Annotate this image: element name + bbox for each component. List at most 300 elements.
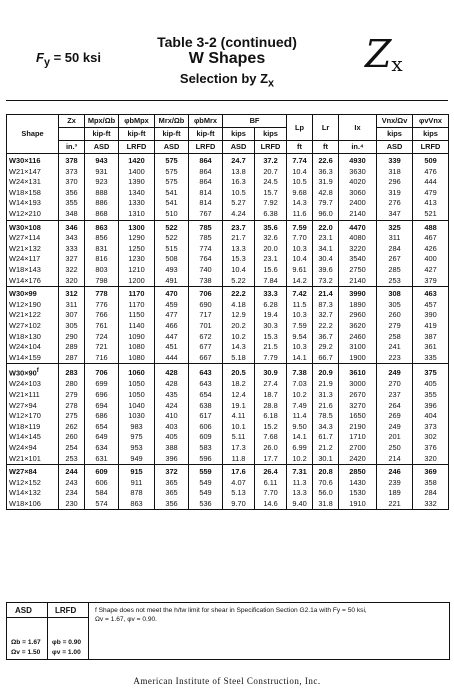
cell-vnx-lrfd: 509 [413, 154, 449, 167]
cell-vnx-lrfd: 355 [413, 390, 449, 401]
shape-name: W21×132 [9, 243, 41, 253]
cell-shape [7, 254, 59, 265]
cell-lp: 9.61 [287, 265, 313, 276]
cell-ix: 2190 [339, 422, 377, 433]
cell-mrx-lrfd: 583 [189, 443, 223, 454]
cell-vnx-lrfd: 302 [413, 432, 449, 443]
cell-mpx-lrfd: 1400 [119, 167, 155, 178]
cell-bf-lrfd: 35.6 [255, 220, 287, 233]
fy-subscript: y [43, 56, 50, 69]
cell-vnx-asd: 279 [377, 321, 413, 332]
cell-mpx-asd: 888 [85, 188, 119, 199]
table-number: Table 3-2 (continued) [157, 34, 297, 50]
method-asd-4: ASD [377, 141, 413, 154]
cell-vnx-lrfd: 400 [413, 254, 449, 265]
cell-shape [7, 300, 59, 311]
cell-lr: 22.2 [313, 321, 339, 332]
cell-shape [7, 364, 59, 380]
phi-v: φv = 1.00 [52, 649, 81, 656]
cell-lr: 73.2 [313, 276, 339, 287]
cell-vnx-lrfd: 521 [413, 209, 449, 220]
col-mpx-asd: Mpx/Ωb [85, 115, 119, 128]
cell-bf-asd: 12.4 [223, 390, 255, 401]
cell-mrx-lrfd: 814 [189, 188, 223, 199]
cell-mpx-lrfd: 915 [119, 465, 155, 478]
cell-vnx-lrfd: 444 [413, 177, 449, 188]
cell-bf-asd: 10.2 [223, 332, 255, 343]
cell-mpx-asd: 649 [85, 432, 119, 443]
cell-bf-asd: 5.18 [223, 353, 255, 364]
cell-vnx-lrfd: 488 [413, 220, 449, 233]
cell-mpx-lrfd: 1050 [119, 379, 155, 390]
cell-mpx-lrfd: 1420 [119, 154, 155, 167]
cell-lr: 20.9 [313, 364, 339, 380]
cell-mpx-asd: 699 [85, 379, 119, 390]
shape-name: W30×99 [9, 289, 37, 299]
corner-zx-symbol [365, 32, 403, 76]
cell-lp: 10.2 [287, 454, 313, 465]
cell-shape [7, 390, 59, 401]
cell-lp: 14.1 [287, 353, 313, 364]
cell-shape [7, 233, 59, 244]
cell-mpx-asd: 634 [85, 443, 119, 454]
cell-lr: 31.8 [313, 499, 339, 510]
table-row [7, 401, 449, 412]
col-vnx-asd: Vnx/Ωv [377, 115, 413, 128]
cell-zx: 280 [59, 379, 85, 390]
cell-mpx-asd: 654 [85, 422, 119, 433]
cell-vnx-asd: 260 [377, 310, 413, 321]
cell-bf-asd: 22.2 [223, 287, 255, 300]
shape-name: W24×94 [9, 442, 37, 452]
unit-kips-2: kips [255, 128, 287, 141]
cell-shape [7, 321, 59, 332]
cell-bf-asd: 24.7 [223, 154, 255, 167]
cell-mrx-asd: 522 [155, 233, 189, 244]
table-row [7, 411, 449, 422]
header-row-3 [7, 141, 449, 154]
cell-zx: 346 [59, 220, 85, 233]
cell-mpx-asd: 631 [85, 454, 119, 465]
unit-kips-1: kips [223, 128, 255, 141]
cell-mpx-asd: 798 [85, 276, 119, 287]
table-row [7, 364, 449, 380]
cell-mrx-lrfd: 864 [189, 177, 223, 188]
cell-lr: 78.5 [313, 411, 339, 422]
cell-mrx-asd: 477 [155, 310, 189, 321]
cell-zx: 283 [59, 364, 85, 380]
cell-mrx-asd: 405 [155, 432, 189, 443]
cell-ix: 2670 [339, 390, 377, 401]
cell-lr: 61.7 [313, 432, 339, 443]
cell-lp: 7.74 [287, 154, 313, 167]
cell-mpx-lrfd: 1300 [119, 220, 155, 233]
cell-mrx-lrfd: 785 [189, 220, 223, 233]
table-row [7, 443, 449, 454]
cell-lp: 7.59 [287, 321, 313, 332]
unit-kipft-1: kip-ft [85, 128, 119, 141]
cell-vnx-lrfd: 404 [413, 411, 449, 422]
cell-mrx-lrfd: 677 [189, 342, 223, 353]
cell-mrx-asd: 575 [155, 154, 189, 167]
cell-lp: 7.59 [287, 220, 313, 233]
cell-vnx-asd: 237 [377, 390, 413, 401]
cell-mrx-lrfd: 606 [189, 422, 223, 433]
cell-vnx-lrfd: 405 [413, 379, 449, 390]
shape-name: W27×84 [9, 467, 37, 477]
cell-mrx-lrfd: 536 [189, 499, 223, 510]
cell-bf-lrfd: 24.5 [255, 177, 287, 188]
cell-ix: 3540 [339, 254, 377, 265]
table-row [7, 220, 449, 233]
cell-vnx-lrfd: 284 [413, 488, 449, 499]
cell-bf-asd: 4.18 [223, 300, 255, 311]
method-lrfd-1: LRFD [119, 141, 155, 154]
fy-value: = 50 ksi [49, 50, 101, 65]
cell-mrx-lrfd: 667 [189, 353, 223, 364]
cell-lp: 11.5 [287, 300, 313, 311]
shape-name: W30×108 [9, 222, 41, 232]
publisher-footer: American Institute of Steel Construction, Inc. [133, 676, 321, 686]
cell-zx: 230 [59, 499, 85, 510]
cell-mpx-asd: 694 [85, 401, 119, 412]
cell-vnx-lrfd: 476 [413, 167, 449, 178]
cell-mpx-lrfd: 1310 [119, 209, 155, 220]
cell-lr: 36.7 [313, 332, 339, 343]
cell-mrx-asd: 424 [155, 401, 189, 412]
cell-mpx-lrfd: 1090 [119, 332, 155, 343]
phi-b: φb = 0.90 [52, 639, 82, 646]
cell-lr: 20.8 [313, 465, 339, 478]
shape-name: W14×193 [9, 198, 41, 208]
footnote-block [6, 602, 450, 660]
cell-vnx-lrfd: 396 [413, 401, 449, 412]
cell-bf-lrfd: 15.6 [255, 265, 287, 276]
cell-mpx-asd: 943 [85, 154, 119, 167]
cell-bf-lrfd: 15.3 [255, 332, 287, 343]
cell-shape [7, 198, 59, 209]
fy-symbol: F [36, 50, 44, 65]
table-row [7, 390, 449, 401]
cell-shape [7, 411, 59, 422]
table-row [7, 342, 449, 353]
shape-name: W18×119 [9, 421, 41, 431]
shape-name: W18×143 [9, 264, 41, 274]
method-asd-1: ASD [85, 141, 119, 154]
cell-mpx-lrfd: 1080 [119, 353, 155, 364]
table-row [7, 276, 449, 287]
cell-bf-lrfd: 26.0 [255, 443, 287, 454]
cell-lr: 79.7 [313, 198, 339, 209]
col-bf: BF [223, 115, 287, 128]
cell-bf-lrfd: 7.79 [255, 353, 287, 364]
cell-lr: 87.3 [313, 300, 339, 311]
cell-vnx-asd: 214 [377, 454, 413, 465]
cell-zx: 234 [59, 488, 85, 499]
cell-zx: 322 [59, 265, 85, 276]
cell-bf-asd: 16.3 [223, 177, 255, 188]
col-mrx-asd: Mrx/Ωb [155, 115, 189, 128]
cell-mrx-lrfd: 643 [189, 364, 223, 380]
cell-lp: 11.4 [287, 411, 313, 422]
cell-zx: 370 [59, 177, 85, 188]
cell-vnx-lrfd: 335 [413, 353, 449, 364]
cell-ix: 3270 [339, 401, 377, 412]
cell-shape [7, 276, 59, 287]
cell-shape [7, 443, 59, 454]
cell-mpx-lrfd: 863 [119, 499, 155, 510]
cell-mpx-lrfd: 1050 [119, 390, 155, 401]
cell-vnx-asd: 276 [377, 198, 413, 209]
shape-name: W12×210 [9, 208, 41, 218]
cell-bf-asd: 11.8 [223, 454, 255, 465]
cell-bf-asd: 23.7 [223, 220, 255, 233]
cell-ix: 4020 [339, 177, 377, 188]
cell-mpx-lrfd: 1170 [119, 287, 155, 300]
omega-b: Ωb = 1.67 [11, 639, 41, 646]
cell-mpx-asd: 766 [85, 310, 119, 321]
shape-name: W30×90 [9, 368, 37, 378]
cell-bf-asd: 9.70 [223, 499, 255, 510]
cell-mrx-asd: 372 [155, 465, 189, 478]
cell-mpx-lrfd: 1290 [119, 233, 155, 244]
cell-shape [7, 244, 59, 255]
footnote-line-2: Ωv = 1.67, φv = 0.90. [95, 616, 157, 623]
cell-lr: 23.1 [313, 233, 339, 244]
cell-zx: 355 [59, 198, 85, 209]
cell-mpx-asd: 721 [85, 342, 119, 353]
cell-lp: 10.4 [287, 254, 313, 265]
cell-zx: 278 [59, 401, 85, 412]
cell-mpx-lrfd: 1060 [119, 364, 155, 380]
table-row [7, 499, 449, 510]
cell-bf-lrfd: 26.4 [255, 465, 287, 478]
cell-bf-asd: 15.3 [223, 254, 255, 265]
cell-bf-lrfd: 30.9 [255, 364, 287, 380]
cell-bf-lrfd: 7.68 [255, 432, 287, 443]
table-title: W Shapes [188, 50, 266, 67]
cell-ix: 1890 [339, 300, 377, 311]
cell-mpx-asd: 686 [85, 411, 119, 422]
cell-zx: 244 [59, 465, 85, 478]
cell-bf-asd: 17.6 [223, 465, 255, 478]
cell-shape [7, 454, 59, 465]
cell-mrx-lrfd: 549 [189, 488, 223, 499]
cell-lr: 31.3 [313, 390, 339, 401]
cell-vnx-asd: 239 [377, 478, 413, 489]
shape-name: W27×102 [9, 320, 41, 330]
cell-bf-lrfd: 15.2 [255, 422, 287, 433]
cell-mpx-asd: 706 [85, 364, 119, 380]
cell-vnx-lrfd: 457 [413, 300, 449, 311]
cell-shape [7, 265, 59, 276]
cell-lr: 34.1 [313, 244, 339, 255]
cell-mrx-lrfd: 643 [189, 379, 223, 390]
w-shapes-table [6, 114, 449, 510]
cell-mrx-lrfd: 654 [189, 390, 223, 401]
cell-vnx-lrfd: 379 [413, 276, 449, 287]
cell-mpx-lrfd: 1340 [119, 188, 155, 199]
cell-ix: 1530 [339, 488, 377, 499]
cell-lp: 10.4 [287, 167, 313, 178]
cell-mrx-lrfd: 738 [189, 276, 223, 287]
cell-mpx-lrfd: 949 [119, 454, 155, 465]
cell-bf-asd: 4.07 [223, 478, 255, 489]
cell-zx: 287 [59, 353, 85, 364]
shape-name: W27×94 [9, 400, 37, 410]
cell-bf-lrfd: 21.5 [255, 342, 287, 353]
cell-zx: 327 [59, 254, 85, 265]
cell-ix: 3630 [339, 167, 377, 178]
shape-name: W24×104 [9, 342, 41, 352]
cell-ix: 3610 [339, 364, 377, 380]
cell-mrx-lrfd: 609 [189, 432, 223, 443]
table-row [7, 177, 449, 188]
cell-lr: 21.6 [313, 401, 339, 412]
cell-vnx-lrfd: 413 [413, 198, 449, 209]
cell-mrx-asd: 493 [155, 265, 189, 276]
cell-mrx-asd: 388 [155, 443, 189, 454]
cell-lr: 31.9 [313, 177, 339, 188]
table-row [7, 332, 449, 343]
cell-zx: 373 [59, 167, 85, 178]
cell-mrx-lrfd: 717 [189, 310, 223, 321]
omega-v: Ωv = 1.50 [11, 649, 41, 656]
cell-mpx-asd: 831 [85, 244, 119, 255]
cell-bf-lrfd: 28.8 [255, 401, 287, 412]
cell-bf-asd: 4.11 [223, 411, 255, 422]
col-mrx-lrfd: φbMrx [189, 115, 223, 128]
cell-mrx-asd: 396 [155, 454, 189, 465]
cell-zx: 243 [59, 478, 85, 489]
cell-vnx-lrfd: 426 [413, 244, 449, 255]
cell-mpx-asd: 584 [85, 488, 119, 499]
col-lp: Lp [287, 115, 313, 141]
cell-mrx-lrfd: 559 [189, 465, 223, 478]
cell-lr: 36.3 [313, 167, 339, 178]
cell-mrx-lrfd: 596 [189, 454, 223, 465]
cell-mrx-lrfd: 774 [189, 244, 223, 255]
cell-vnx-lrfd: 320 [413, 454, 449, 465]
cell-bf-lrfd: 18.7 [255, 390, 287, 401]
shape-name: W30×116 [9, 156, 41, 165]
cell-mrx-lrfd: 814 [189, 198, 223, 209]
cell-ix: 1910 [339, 499, 377, 510]
col-lr: Lr [313, 115, 339, 141]
cell-zx: 320 [59, 276, 85, 287]
table-row [7, 167, 449, 178]
cell-lp: 11.3 [287, 478, 313, 489]
cell-mrx-asd: 403 [155, 422, 189, 433]
cell-mpx-lrfd: 1200 [119, 276, 155, 287]
cell-bf-lrfd: 6.38 [255, 209, 287, 220]
cell-vnx-asd: 319 [377, 188, 413, 199]
cell-vnx-asd: 249 [377, 422, 413, 433]
unit-ft-1: ft [287, 141, 313, 154]
table-row [7, 300, 449, 311]
cell-mpx-lrfd: 1170 [119, 300, 155, 311]
cell-mrx-asd: 428 [155, 364, 189, 380]
cell-shape [7, 478, 59, 489]
col-mpx-lrfd: φbMpx [119, 115, 155, 128]
cell-mrx-asd: 459 [155, 300, 189, 311]
method-lrfd-3: LRFD [255, 141, 287, 154]
cell-mrx-lrfd: 864 [189, 154, 223, 167]
table-row [7, 287, 449, 300]
cell-shape [7, 177, 59, 188]
cell-mpx-lrfd: 1250 [119, 244, 155, 255]
cell-mpx-asd: 863 [85, 220, 119, 233]
cell-ix: 2420 [339, 454, 377, 465]
table-row [7, 310, 449, 321]
table-row [7, 198, 449, 209]
cell-bf-lrfd: 33.3 [255, 287, 287, 300]
cell-bf-asd: 18.2 [223, 379, 255, 390]
cell-vnx-asd: 221 [377, 499, 413, 510]
unit-kipft-2: kip-ft [119, 128, 155, 141]
cell-ix: 4930 [339, 154, 377, 167]
table-row [7, 233, 449, 244]
cell-shape [7, 342, 59, 353]
cell-lp: 14.1 [287, 432, 313, 443]
cell-ix: 3620 [339, 321, 377, 332]
shape-name: W21×122 [9, 310, 41, 320]
cell-mpx-asd: 761 [85, 321, 119, 332]
cell-shape [7, 188, 59, 199]
cell-lp: 10.2 [287, 390, 313, 401]
table-row [7, 265, 449, 276]
cell-bf-asd: 12.9 [223, 310, 255, 321]
shape-name: W12×152 [9, 477, 41, 487]
cell-ix: 3100 [339, 342, 377, 353]
cell-vnx-asd: 246 [377, 465, 413, 478]
cell-mpx-lrfd: 1080 [119, 342, 155, 353]
cell-mrx-asd: 508 [155, 254, 189, 265]
header-rule [6, 100, 448, 101]
cell-bf-asd: 17.3 [223, 443, 255, 454]
cell-mpx-asd: 931 [85, 167, 119, 178]
cell-mpx-asd: 574 [85, 499, 119, 510]
shape-name: W14×159 [9, 352, 41, 362]
cell-ix: 1710 [339, 432, 377, 443]
cell-vnx-lrfd: 358 [413, 478, 449, 489]
cell-mpx-lrfd: 1390 [119, 177, 155, 188]
cell-lr: 21.2 [313, 443, 339, 454]
cell-bf-asd: 10.5 [223, 188, 255, 199]
cell-bf-lrfd: 23.1 [255, 254, 287, 265]
cell-mrx-asd: 515 [155, 244, 189, 255]
cell-lp: 7.49 [287, 401, 313, 412]
cell-mrx-lrfd: 740 [189, 265, 223, 276]
cell-vnx-lrfd: 361 [413, 342, 449, 353]
cell-vnx-asd: 325 [377, 220, 413, 233]
cell-zx: 262 [59, 422, 85, 433]
shape-name: W21×101 [9, 453, 41, 463]
cell-vnx-asd: 308 [377, 287, 413, 300]
cell-lp: 7.70 [287, 233, 313, 244]
cell-mpx-asd: 776 [85, 300, 119, 311]
cell-mrx-lrfd: 549 [189, 478, 223, 489]
cell-shape [7, 401, 59, 412]
cell-shape [7, 488, 59, 499]
shape-name: W21×147 [9, 166, 41, 176]
cell-vnx-asd: 285 [377, 265, 413, 276]
table-row [7, 432, 449, 443]
method-lrfd-4: LRFD [413, 141, 449, 154]
cell-lr: 34.3 [313, 422, 339, 433]
cell-bf-asd: 10.1 [223, 422, 255, 433]
cell-lp: 10.3 [287, 310, 313, 321]
